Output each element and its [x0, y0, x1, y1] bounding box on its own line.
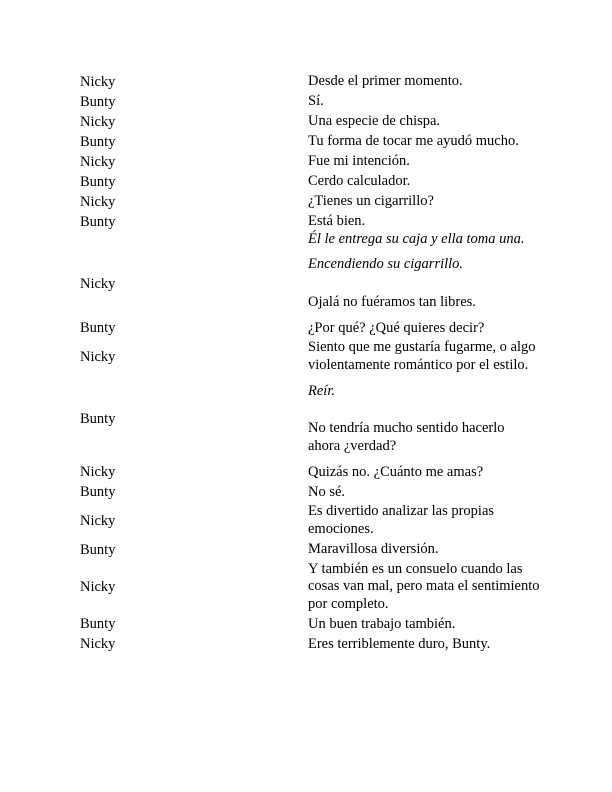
dialogue-line — [80, 634, 540, 654]
dialogue-text — [308, 382, 540, 457]
dialogue-text — [308, 172, 540, 192]
speaker-name: Bunty — [80, 410, 116, 427]
spoken-line: Tu forma de tocar me ayudó mucho. — [308, 133, 519, 150]
dialogue-line — [80, 318, 540, 338]
dialogue-text — [308, 92, 540, 112]
dialogue-line — [80, 540, 540, 560]
dialogue-text — [308, 112, 540, 132]
dialogue-line — [80, 112, 540, 132]
spoken-line: Desde el primer momento. — [308, 73, 463, 90]
dialogue-line — [80, 502, 540, 539]
speaker-name: Bunty — [80, 484, 116, 501]
spoken-line: Una especie de chispa. — [308, 113, 441, 130]
spoken-line: ¿Tienes un cigarrillo? — [308, 193, 434, 210]
stage-direction: Encendiendo su cigarrillo. — [308, 256, 464, 273]
spoken-line: Y también es un consuelo cuando las cosas van mal, pero mata el sentimiento por completo. — [308, 560, 540, 612]
dialogue-text — [308, 132, 540, 152]
spoken-line: Quizás no. ¿Cuánto me amas? — [308, 463, 484, 480]
dialogue-text — [308, 540, 540, 560]
speaker-name: Nicky — [80, 348, 116, 365]
stage-direction: Reír. — [308, 382, 335, 399]
dialogue-line — [80, 338, 540, 375]
spoken-line: Un buen trabajo también. — [308, 615, 456, 632]
spoken-line: Sí. — [308, 93, 324, 110]
speaker-name: Bunty — [80, 541, 116, 558]
speaker-name: Bunty — [80, 616, 116, 633]
stage-direction: Él le entrega su caja y ella toma una. — [308, 230, 525, 247]
speaker-name: Nicky — [80, 114, 116, 130]
spoken-line: No tendría mucho sentido hacerlo ahora ¿verdad? — [308, 420, 505, 454]
speaker-name: Nicky — [80, 74, 116, 90]
dialogue-line — [80, 560, 540, 615]
dialogue-line — [80, 192, 540, 212]
dialogue-text — [308, 483, 540, 503]
dialogue-line — [80, 152, 540, 172]
speaker-name: Nicky — [80, 275, 116, 292]
dialogue-text — [308, 72, 540, 92]
spoken-line: ¿Por qué? ¿Qué quieres decir? — [308, 319, 485, 336]
dialogue-text — [308, 152, 540, 172]
dialogue-text — [308, 560, 540, 615]
speaker-name: Bunty — [80, 134, 116, 150]
spoken-line: No sé. — [308, 483, 346, 500]
spoken-line: Es divertido analizar las propias emociones. — [308, 503, 495, 537]
spoken-line: Eres terriblemente duro, Bunty. — [308, 635, 491, 652]
dialogue-line — [80, 72, 540, 92]
dialogue-line — [80, 482, 540, 502]
dialogue-text — [308, 615, 540, 635]
speaker-name: Bunty — [80, 174, 116, 190]
spoken-line: Cerdo calculador. — [308, 173, 411, 190]
dialogue-text — [308, 212, 540, 249]
speaker-name: Bunty — [80, 320, 116, 337]
dialogue-text — [308, 319, 540, 339]
speaker-name: Nicky — [80, 578, 116, 595]
dialogue-line — [80, 462, 540, 482]
dialogue-text — [308, 502, 540, 539]
dialogue-line — [80, 382, 540, 457]
dialogue-line — [80, 92, 540, 112]
speaker-name: Nicky — [80, 512, 116, 529]
dialogue-text — [308, 255, 540, 312]
spoken-line: Maravillosa diversión. — [308, 540, 439, 557]
dialogue-text — [308, 192, 540, 212]
speaker-name: Nicky — [80, 154, 116, 170]
spoken-line: Ojalá no fuéramos tan libres. — [308, 293, 476, 310]
dialogue-text — [308, 463, 540, 483]
speaker-name: Bunty — [80, 94, 116, 110]
speaker-name: Nicky — [80, 636, 116, 653]
dialogue-line — [80, 172, 540, 192]
dialogue-line — [80, 614, 540, 634]
speaker-name: Nicky — [80, 464, 116, 481]
speaker-name: Nicky — [80, 194, 116, 210]
spoken-line: Fue mi intención. — [308, 153, 410, 170]
dialogue-text — [308, 338, 540, 375]
speaker-name: Bunty — [80, 214, 116, 230]
script-dialogue — [80, 72, 540, 654]
spoken-line: Siento que me gustaría fugarme, o algo violentamente romántico por el estilo. — [308, 339, 536, 373]
spoken-line: Está bien. — [308, 213, 366, 229]
dialogue-line — [80, 132, 540, 152]
dialogue-line — [80, 212, 540, 249]
dialogue-text — [308, 635, 540, 655]
dialogue-line — [80, 255, 540, 312]
